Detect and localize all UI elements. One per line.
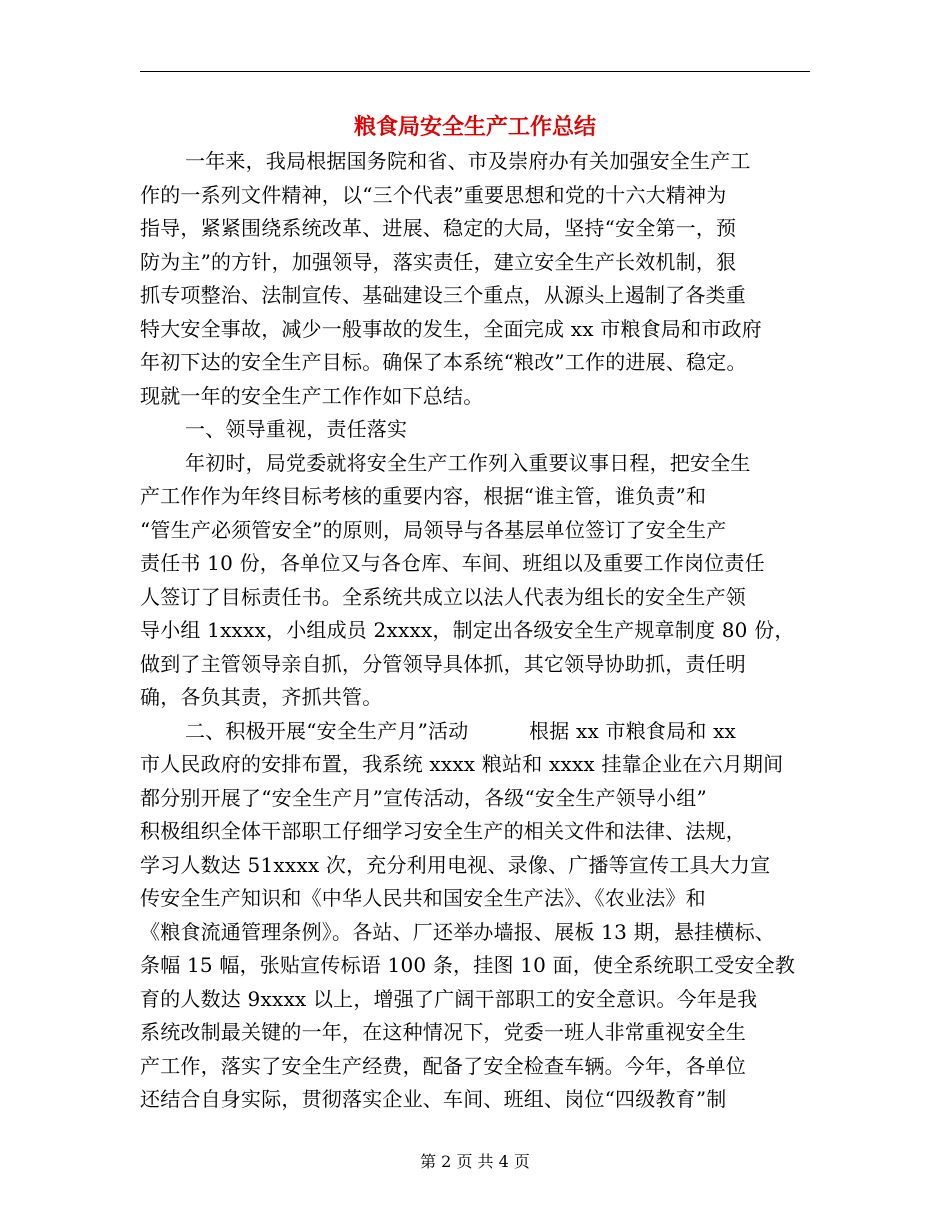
paragraph-line: 作的一系列文件精神，以“三个代表”重要思想和党的十六大精神为 [140, 182, 727, 207]
paragraph-line: 《粮食流通管理条例》。各站、厂还举办墙报、展板 13 期，悬挂横标、 [140, 919, 775, 944]
section-heading: 一、领导重视，责任落实 [185, 417, 408, 441]
paragraph-line: 都分别开展了“安全生产月”宣传活动，各级“安全生产领导小组” [140, 785, 707, 810]
paragraph-line: 年初下达的安全生产目标。确保了本系统“粮改”工作的进展、稳定。 [140, 350, 747, 374]
paragraph-line: 系统改制最关键的一年，在这种情况下，党委一班人非常重视安全生 [140, 1020, 746, 1044]
header-rule [140, 71, 810, 72]
paragraph-line: 年初时，局党委就将安全生产工作列入重要议事日程，把安全生 [185, 450, 751, 475]
paragraph-line: 做到了主管领导亲自抓，分管领导具体抓，其它领导协助抓，责任明 [140, 651, 746, 676]
paragraph-line: 责任书 10 份，各单位又与各仓库、车间、班组以及重要工作岗位责任 [140, 551, 765, 575]
paragraph-line: 一年来，我局根据国务院和省、市及崇府办有关加强安全生产工 [185, 149, 751, 173]
paragraph-line: 产工作，落实了安全生产经费，配备了安全检查车辆。今年，各单位 [140, 1053, 746, 1078]
paragraph-line: 人签订了目标责任书。全系统共成立以法人代表为组长的安全生产领 [140, 584, 746, 609]
document-body [140, 145, 810, 1117]
page-number-footer: 第 2 页 共 4 页 [420, 1152, 530, 1171]
paragraph-line: 还结合自身实际，贯彻落实企业、车间、班组、岗位“四级教育”制 [140, 1087, 727, 1111]
paragraph-line: 导小组 1xxxx，小组成员 2xxxx，制定出各级安全生产规章制度 80 份， [140, 618, 795, 642]
paragraph-line: 育的人数达 9xxxx 以上，增强了广阔干部职工的安全意识。今年是我 [140, 986, 758, 1011]
section-heading: 二、积极开展“安全生产月”活动 根据 xx 市粮食局和 xx [185, 718, 737, 743]
paragraph-line: 确，各负其责，齐抓共管。 [140, 685, 383, 709]
paragraph-line: 现就一年的安全生产工作作如下总结。 [140, 383, 484, 408]
paragraph-line: 学习人数达 51xxxx 次，充分利用电视、录像、广播等宣传工具大力宣 [140, 852, 771, 877]
paragraph-line: 条幅 15 幅，张贴宣传标语 100 条，挂图 10 面，使全系统职工受安全教 [140, 953, 796, 977]
paragraph-line: 产工作作为年终目标考核的重要内容，根据“谁主管，谁负责”和 [140, 484, 707, 508]
document-title: 粮食局安全生产工作总结 [353, 114, 596, 140]
paragraph-line: 积极组织全体干部职工仔细学习安全生产的相关文件和法律、法规， [140, 819, 746, 843]
paragraph-line: “管生产必须管安全”的原则，局领导与各基层单位签订了安全生产 [140, 517, 727, 542]
paragraph-line: 市人民政府的安排布置，我系统 xxxx 粮站和 xxxx 挂靠企业在六月期间 [140, 752, 784, 776]
paragraph-line: 特大安全事故，减少一般事故的发生，全面完成 xx 市粮食局和市政府 [140, 316, 762, 341]
paragraph-line: 防为主”的方针，加强领导，落实责任，建立安全生产长效机制，狠 [140, 249, 737, 274]
paragraph-line: 抓专项整治、法制宣传、基础建设三个重点，从源头上遏制了各类重 [140, 283, 746, 307]
paragraph-line: 指导，紧紧围绕系统改革、进展、稳定的大局，坚持“安全第一，预 [140, 216, 737, 240]
paragraph-line: 传安全生产知识和《中华人民共和国安全生产法》、《农业法》和 [140, 886, 706, 910]
